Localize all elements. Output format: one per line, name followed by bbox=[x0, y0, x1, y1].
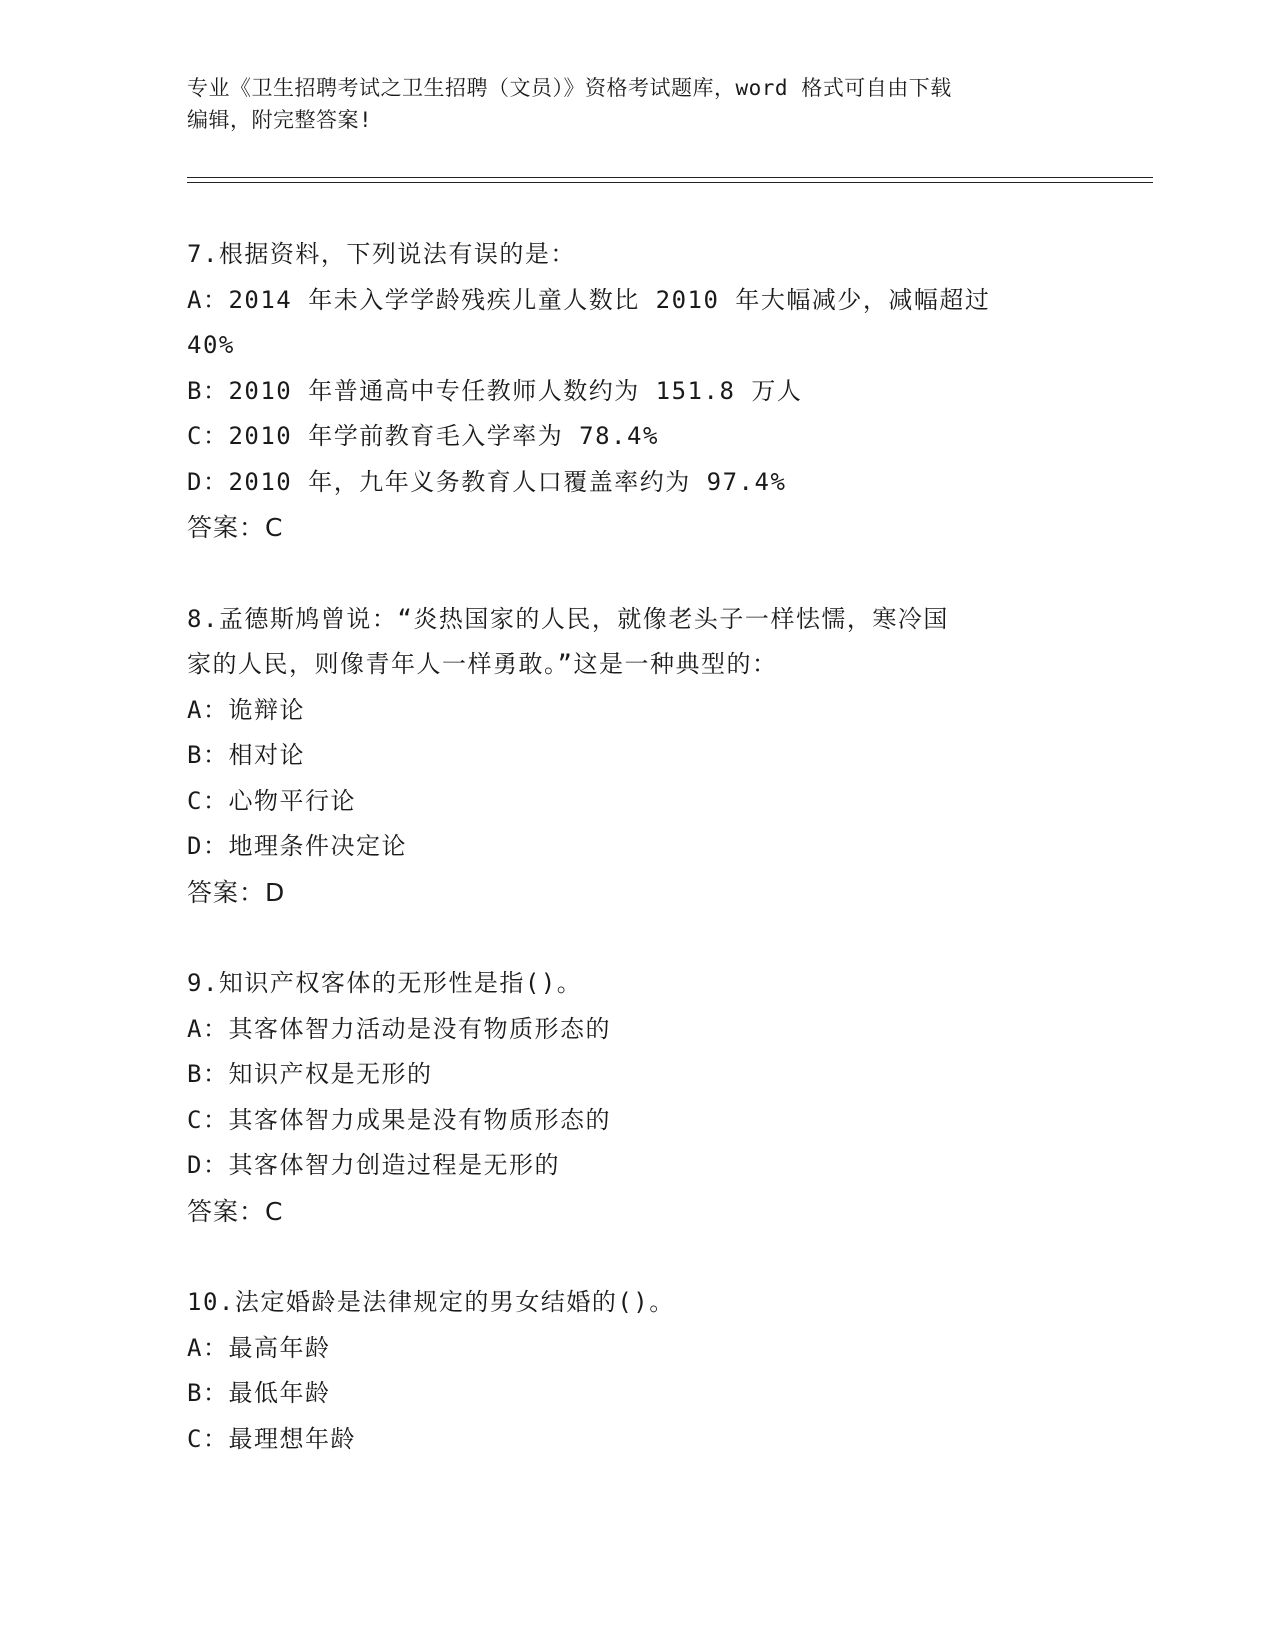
question-option: A：诡辩论 bbox=[187, 695, 305, 724]
question-answer: 答案：C bbox=[187, 1196, 284, 1226]
question-stem: 8.孟德斯鸠曾说：“炎热国家的人民，就像老头子一样怯懦，寒冷国 bbox=[187, 604, 949, 633]
question-block bbox=[187, 961, 1087, 1234]
question-answer: 答案：C bbox=[187, 513, 284, 542]
question-block bbox=[187, 232, 1087, 551]
question-list bbox=[187, 232, 1087, 1462]
question-stem: 7.根据资料，下列说法有误的是： bbox=[187, 240, 576, 268]
question-option: B：2010 年普通高中专任教师人数约为 151.8 万人 bbox=[187, 376, 803, 405]
header-divider bbox=[187, 182, 1153, 183]
question-block bbox=[187, 597, 1087, 916]
question-stem: 家的人民，则像青年人一样勇敢。”这是一种典型的： bbox=[187, 650, 778, 678]
question-option: A：2014 年未入学学龄残疾儿童人数比 2010 年大幅减少，减幅超过 bbox=[187, 285, 991, 314]
question-stem: 10.法定婚龄是法律规定的男女结婚的()。 bbox=[187, 1288, 675, 1316]
question-option: C：2010 年学前教育毛入学率为 78.4% bbox=[187, 422, 659, 450]
header-line: 编辑，附完整答案! bbox=[187, 108, 373, 132]
question-answer: 答案：D bbox=[187, 877, 286, 907]
question-option: D：地理条件决定论 bbox=[187, 832, 407, 860]
question-option: C：最理想年龄 bbox=[187, 1424, 356, 1453]
header-divider bbox=[187, 177, 1153, 178]
question-option: B：最低年龄 bbox=[187, 1379, 331, 1407]
question-option: D：2010 年，九年义务教育人口覆盖率约为 97.4% bbox=[187, 467, 787, 496]
question-option: B：相对论 bbox=[187, 741, 305, 769]
question-option: A：其客体智力活动是没有物质形态的 bbox=[187, 1014, 611, 1043]
question-option: A：最高年龄 bbox=[187, 1333, 331, 1362]
question-block bbox=[187, 1280, 1087, 1462]
question-option: C：心物平行论 bbox=[187, 786, 356, 815]
document-header bbox=[187, 72, 1087, 136]
question-option: B：知识产权是无形的 bbox=[187, 1060, 433, 1088]
question-option: 40% bbox=[187, 331, 235, 359]
question-stem: 9.知识产权客体的无形性是指()。 bbox=[187, 969, 583, 997]
question-option: D：其客体智力创造过程是无形的 bbox=[187, 1151, 560, 1179]
question-option: C：其客体智力成果是没有物质形态的 bbox=[187, 1105, 611, 1134]
header-line: 专业《卫生招聘考试之卫生招聘（文员）》资格考试题库，word 格式可自由下载 bbox=[187, 76, 952, 100]
